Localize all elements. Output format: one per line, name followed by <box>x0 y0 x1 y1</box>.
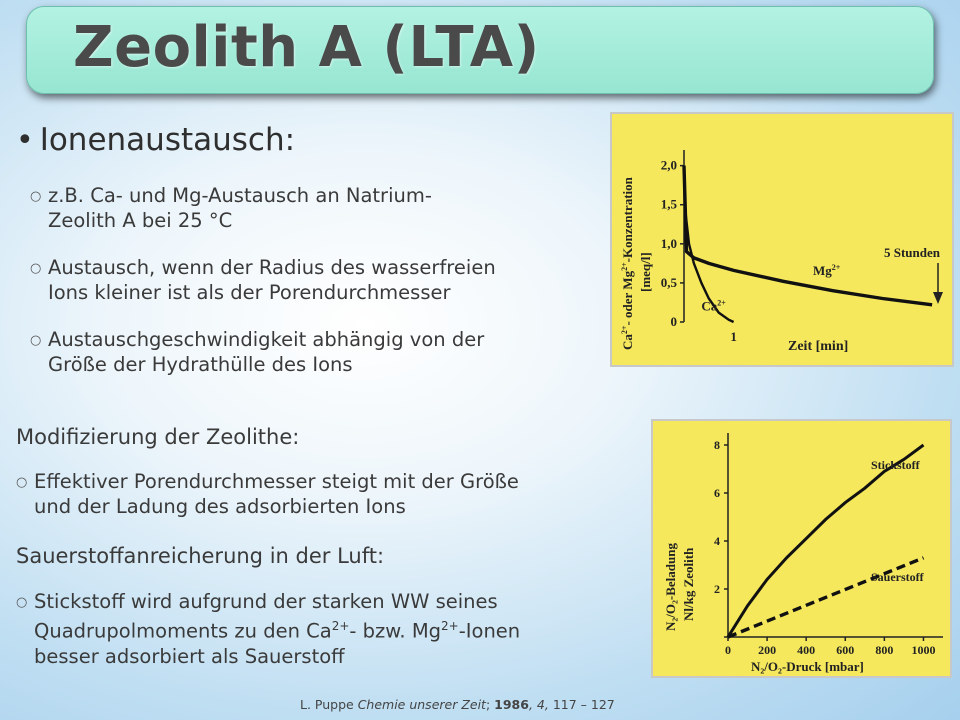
section-heading-sauerstoff: Sauerstoffanreicherung in der Luft: <box>16 544 385 568</box>
y-axis-label <box>620 176 635 350</box>
y-tick-label: 2 <box>714 582 720 596</box>
superscript: 2+ <box>331 619 350 633</box>
bullet-dot-icon: • <box>16 123 34 158</box>
y-label-part: - oder Mg <box>620 270 635 326</box>
citation-author: L. Puppe <box>300 697 358 712</box>
list-item <box>30 327 485 377</box>
citation-pages: 117 – 127 <box>552 697 615 712</box>
list-item <box>30 255 496 305</box>
x-tick-label: 800 <box>875 643 894 657</box>
series-sauerstoff-label: Sauerstoff <box>871 570 924 584</box>
series-ca-label <box>701 298 726 313</box>
list-item-line: Größe der Hydrathülle des Ions <box>48 353 353 376</box>
series-stickstoff-label: Stickstoff <box>871 458 920 472</box>
series-label-sup: 2+ <box>831 263 841 273</box>
ring-bullet-icon: ○ <box>30 189 42 204</box>
y-tick-label: 0,5 <box>660 274 677 290</box>
list-item-line: besser adsorbiert als Sauerstoff <box>34 644 345 668</box>
series-label-part: Ca <box>701 298 718 314</box>
y-tick-label: 0 <box>670 314 677 329</box>
ring-bullet-icon: ○ <box>16 595 28 610</box>
list-item-line: Austausch, wenn der Radius des wasserfreien <box>48 256 496 279</box>
text-fragment: - bzw. Mg <box>349 619 442 643</box>
x-tick-label: 1000 <box>911 643 936 657</box>
text-fragment: -Ionen <box>458 619 521 643</box>
y-label-part: -Konzentration <box>620 177 635 263</box>
list-item-line: Austauschgeschwindigkeit abhängig von der <box>48 328 485 351</box>
list-item-line: z.B. Ca- und Mg-Austausch an Natrium- <box>48 184 432 207</box>
list-item-line: Effektiver Porendurchmesser steigt mit der Größe <box>34 470 519 493</box>
series-mg-label <box>813 263 841 278</box>
x-axis-label: N₂/O₂-Druck [mbar] <box>751 659 864 674</box>
figure-ion-exchange <box>610 112 954 367</box>
y-tick-label: 6 <box>714 486 720 500</box>
x-tick-label: 400 <box>797 643 816 657</box>
svg-text:Ca2+- oder Mg2+-Konzentration <box>620 176 635 350</box>
citation <box>300 697 615 712</box>
citation-volume: , 4, <box>528 697 553 712</box>
list-item-line: und der Ladung des adsorbierten Ions <box>34 495 406 518</box>
chart-adsorption <box>653 421 950 676</box>
ring-bullet-icon: ○ <box>16 475 28 490</box>
list-item-line <box>34 614 520 644</box>
y-label-sup: 2+ <box>620 262 629 271</box>
list-item <box>16 469 519 519</box>
bullet-ionenaustausch <box>16 122 295 158</box>
x-tick-label: 200 <box>758 643 777 657</box>
y-label-sup: 2+ <box>620 325 629 335</box>
y-tick-label: 2,0 <box>660 157 677 173</box>
superscript: 2+ <box>441 619 459 633</box>
series-label-part: Mg <box>813 263 832 279</box>
section-heading-modifizierung: Modifizierung der Zeolithe: <box>16 425 300 449</box>
x-tick-label: 0 <box>725 643 731 657</box>
list-item-line: Stickstoff wird aufgrund der starken WW seines <box>34 590 498 613</box>
citation-journal: Chemie unserer Zeit <box>357 697 486 712</box>
y-tick-label: 8 <box>714 438 720 452</box>
y-tick-label: 4 <box>714 534 720 548</box>
x-axis-label: Zeit [min] <box>788 339 849 354</box>
series-label-sup: 2+ <box>717 298 726 308</box>
page-title: Zeolith A (LTA) <box>73 15 540 80</box>
text-fragment: Quadrupolmoments zu den Ca <box>34 619 332 643</box>
list-item <box>16 589 521 669</box>
list-item-line: Zeolith A bei 25 °C <box>48 209 233 232</box>
bullet-heading: Ionenaustausch: <box>39 122 296 158</box>
ring-bullet-icon: ○ <box>30 261 42 276</box>
list-item <box>30 183 432 233</box>
figure-adsorption <box>651 419 952 678</box>
y-label-part: Ca <box>620 334 635 350</box>
y-axis-label-2: Nl/kg Zeolith <box>681 547 696 621</box>
y-tick-label: 1,0 <box>660 235 677 251</box>
arrow-down-icon <box>933 292 943 304</box>
annotation-5-stunden: 5 Stunden <box>884 245 940 260</box>
y-tick-label: 1,5 <box>660 196 677 212</box>
series-stickstoff-line <box>728 445 924 637</box>
list-item-line: Ions kleiner ist als der Porendurchmesser <box>48 281 451 304</box>
ring-bullet-icon: ○ <box>30 333 42 348</box>
title-bar <box>26 6 934 94</box>
chart-ion-exchange <box>612 114 952 365</box>
x-tick-label: 600 <box>836 643 855 657</box>
y-axis-label: N₂/O₂-Beladung <box>663 543 678 631</box>
citation-year: 1986 <box>494 697 529 712</box>
x-tick-label: 1 <box>730 329 737 344</box>
y-unit-label: [meq/l] <box>638 252 653 292</box>
citation-sep: ; <box>485 697 495 712</box>
